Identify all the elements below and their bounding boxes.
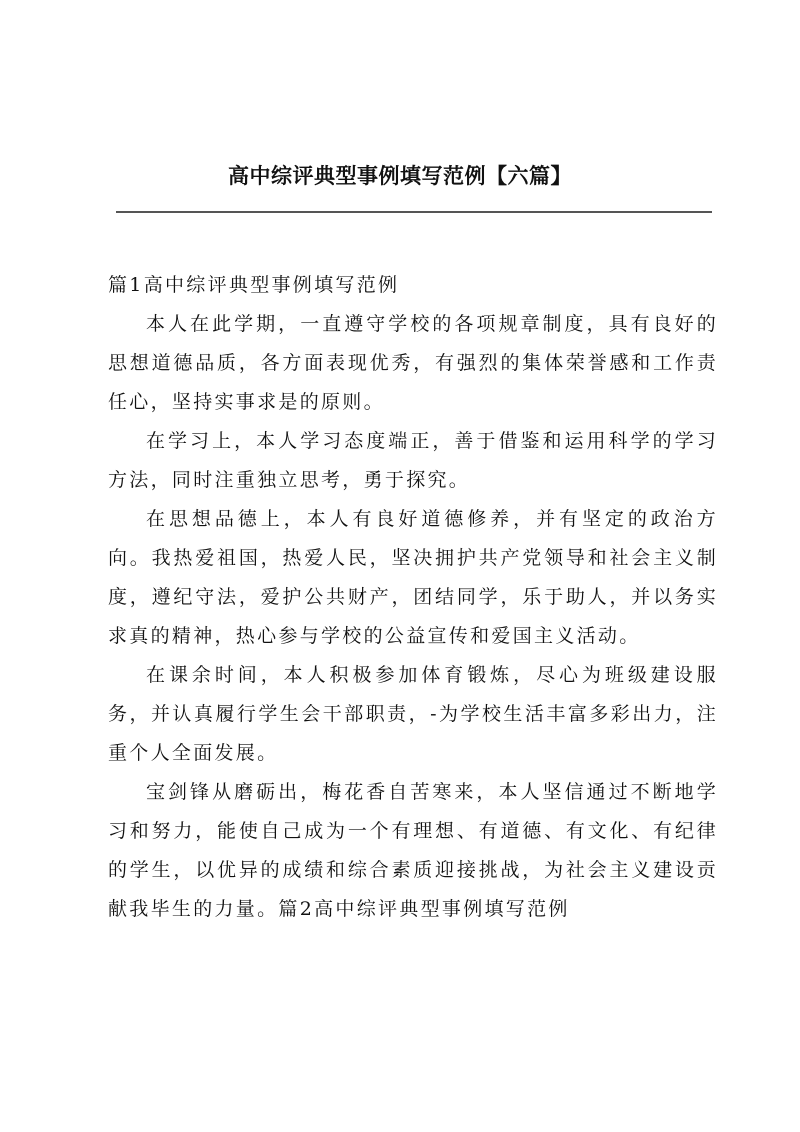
paragraph-1: 本人在此学期，一直遵守学校的各项规章制度，具有良好的思想道德品质，各方面表现优秀，有强烈的集体荣誉感和工作责任心，坚持实事求是的原则。 — [108, 313, 718, 413]
document-body — [108, 266, 718, 929]
title-divider — [116, 211, 712, 213]
document-title: 高中综评典型事例填写范例【六篇】 — [228, 163, 572, 188]
section-heading: 篇1高中综评典型事例填写范例 — [108, 274, 400, 296]
paragraph-3: 在思想品德上，本人有良好道德修养，并有坚定的政治方向。我热爱祖国，热爱人民，坚决拥护共产党领导和社会主义制度，遵纪守法，爱护公共财产，团结同学，乐于助人，并以务实求真的精神，热心参与学校的公益宣传和爱国主义活动。 — [108, 508, 718, 647]
paragraph-2: 在学习上，本人学习态度端正，善于借鉴和运用科学的学习方法，同时注重独立思考，勇于探究。 — [108, 430, 718, 491]
paragraph-5: 宝剑锋从磨砺出，梅花香自苦寒来，本人坚信通过不断地学习和努力，能使自己成为一个有理想、有道德、有文化、有纪律的学生，以优异的成绩和综合素质迎接挑战，为社会主义建设贡献我毕生的力量。篇2高中综评典型事例填写范例 — [108, 781, 718, 920]
paragraph-4: 在课余时间，本人积极参加体育锻炼，尽心为班级建设服务，并认真履行学生会干部职责，-为学校生活丰富多彩出力，注重个人全面发展。 — [108, 664, 718, 764]
